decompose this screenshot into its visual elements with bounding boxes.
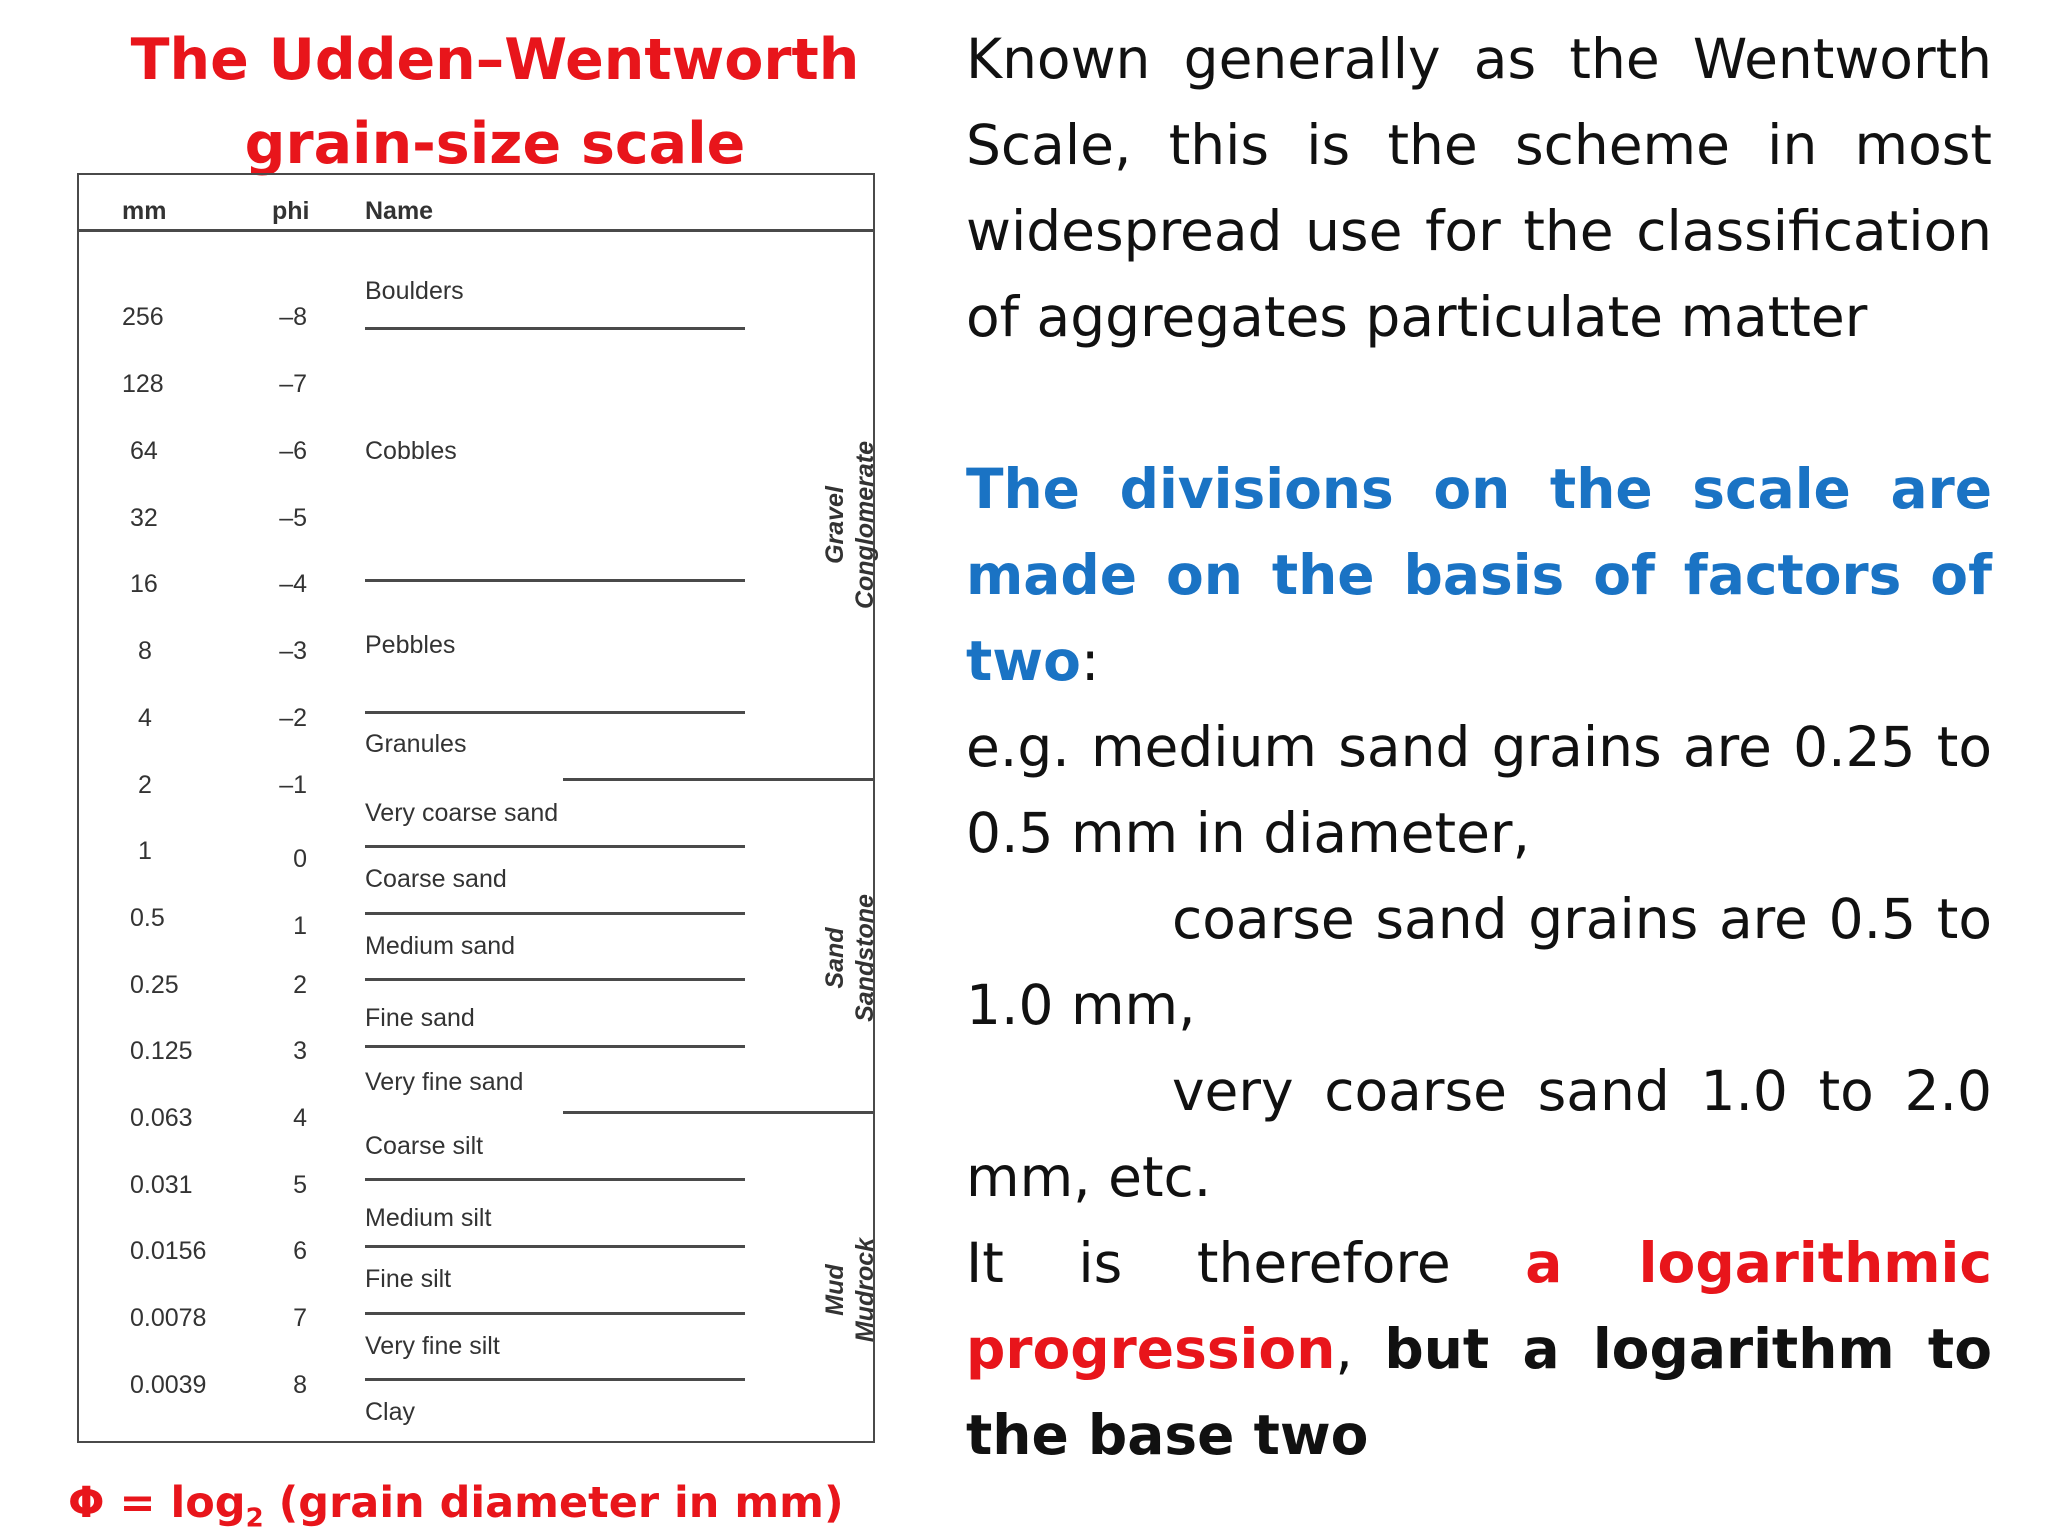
phi-value: 7 <box>293 1304 307 1332</box>
title-line-1: The Udden–Wentworth <box>130 27 860 93</box>
grain-name: Fine sand <box>365 1004 475 1032</box>
paragraph-intro: Known generally as the Wentworth Scale, this is the scheme in most widespread use for the classification of aggregates particulate matter <box>966 27 1992 349</box>
row-separator <box>365 327 745 330</box>
explanation-text <box>966 16 1992 1478</box>
paragraph-medium-sand: e.g. medium sand grains are 0.25 to 0.5 mm in diameter, <box>966 715 1992 865</box>
phi-formula: $\Phi = \log_2$ (grain diameter in mm) <box>68 1478 844 1534</box>
row-separator <box>365 912 745 915</box>
grain-name: Very fine silt <box>365 1332 500 1360</box>
group-separator <box>563 1111 873 1114</box>
mm-value: 16 <box>130 570 158 598</box>
mm-value: 0.031 <box>130 1171 193 1199</box>
mm-value: 0.0156 <box>130 1237 207 1265</box>
phi-value: –1 <box>279 771 307 799</box>
row-separator <box>365 579 745 582</box>
phi-value: –7 <box>279 370 307 398</box>
row-separator <box>365 1178 745 1181</box>
group-label-gravel: Gravel Conglomerate <box>821 440 879 610</box>
title-line-2: grain-size scale <box>244 111 746 177</box>
phi-value: 5 <box>293 1171 307 1199</box>
header-rule <box>79 229 873 232</box>
mm-value: 256 <box>122 303 164 331</box>
grain-name: Fine silt <box>365 1265 452 1293</box>
group-separator <box>563 778 873 781</box>
paragraph-very-coarse-sand: very coarse sand 1.0 to 2.0 mm, etc. <box>966 1059 1992 1209</box>
grain-name: Cobbles <box>365 437 457 465</box>
grain-name: Medium silt <box>365 1204 492 1232</box>
paragraph-coarse-sand: coarse sand grains are 0.5 to 1.0 mm, <box>966 887 1992 1037</box>
row-separator <box>365 845 745 848</box>
mm-value: 2 <box>138 771 152 799</box>
header-mm: mm <box>122 197 167 225</box>
mm-value: 0.0078 <box>130 1304 207 1332</box>
phi-value: 1 <box>293 912 307 940</box>
phi-value: –4 <box>279 570 307 598</box>
mm-value: 0.063 <box>130 1104 193 1132</box>
phi-value: –3 <box>279 637 307 665</box>
mm-value: 64 <box>130 437 158 465</box>
mm-value: 0.25 <box>130 971 179 999</box>
mm-value: 0.5 <box>130 904 165 932</box>
header-name: Name <box>365 197 434 225</box>
mm-value: 0.125 <box>130 1037 193 1065</box>
phi-value: 4 <box>293 1104 307 1132</box>
grain-name: Granules <box>365 730 467 758</box>
phi-value: –6 <box>279 437 307 465</box>
header-phi: phi <box>272 197 310 225</box>
phi-value: 2 <box>293 971 307 999</box>
grain-size-table <box>77 173 879 1443</box>
grain-name: Very fine sand <box>365 1068 524 1096</box>
row-separator <box>365 978 745 981</box>
row-separator <box>365 711 745 714</box>
phi-value: –5 <box>279 504 307 532</box>
phi-value: 6 <box>293 1237 307 1265</box>
grain-name: Pebbles <box>365 631 456 659</box>
grain-name: Medium sand <box>365 932 516 960</box>
mm-value: 8 <box>138 637 152 665</box>
phi-value: –8 <box>279 303 307 331</box>
mm-value: 32 <box>130 504 158 532</box>
page-title <box>80 18 910 186</box>
grain-name: Very coarse sand <box>365 799 559 827</box>
row-separator <box>365 1378 745 1381</box>
mm-value: 4 <box>138 704 152 732</box>
grain-name: Coarse silt <box>365 1132 484 1160</box>
group-label-mud: Mud Mudrock <box>821 1237 879 1343</box>
row-separator <box>365 1045 745 1048</box>
phi-value: 3 <box>293 1037 307 1065</box>
row-separator <box>365 1245 745 1248</box>
phi-value: 8 <box>293 1371 307 1399</box>
phi-value: –2 <box>279 704 307 732</box>
group-label-sand: Sand Sandstone <box>821 894 879 1022</box>
grain-name: Coarse sand <box>365 865 507 893</box>
grain-name: Clay <box>365 1398 416 1426</box>
grain-name: Boulders <box>365 277 464 305</box>
mm-value: 1 <box>138 837 152 865</box>
paragraph-logarithmic: It is therefore a logarithmic progression, but a logarithm to the base two <box>966 1231 1992 1467</box>
mm-value: 0.0039 <box>130 1371 207 1399</box>
paragraph-divisions: The divisions on the scale are made on the basis of factors of two: <box>966 457 1992 693</box>
row-separator <box>365 1312 745 1315</box>
mm-value: 128 <box>122 370 164 398</box>
phi-value: 0 <box>293 845 307 873</box>
